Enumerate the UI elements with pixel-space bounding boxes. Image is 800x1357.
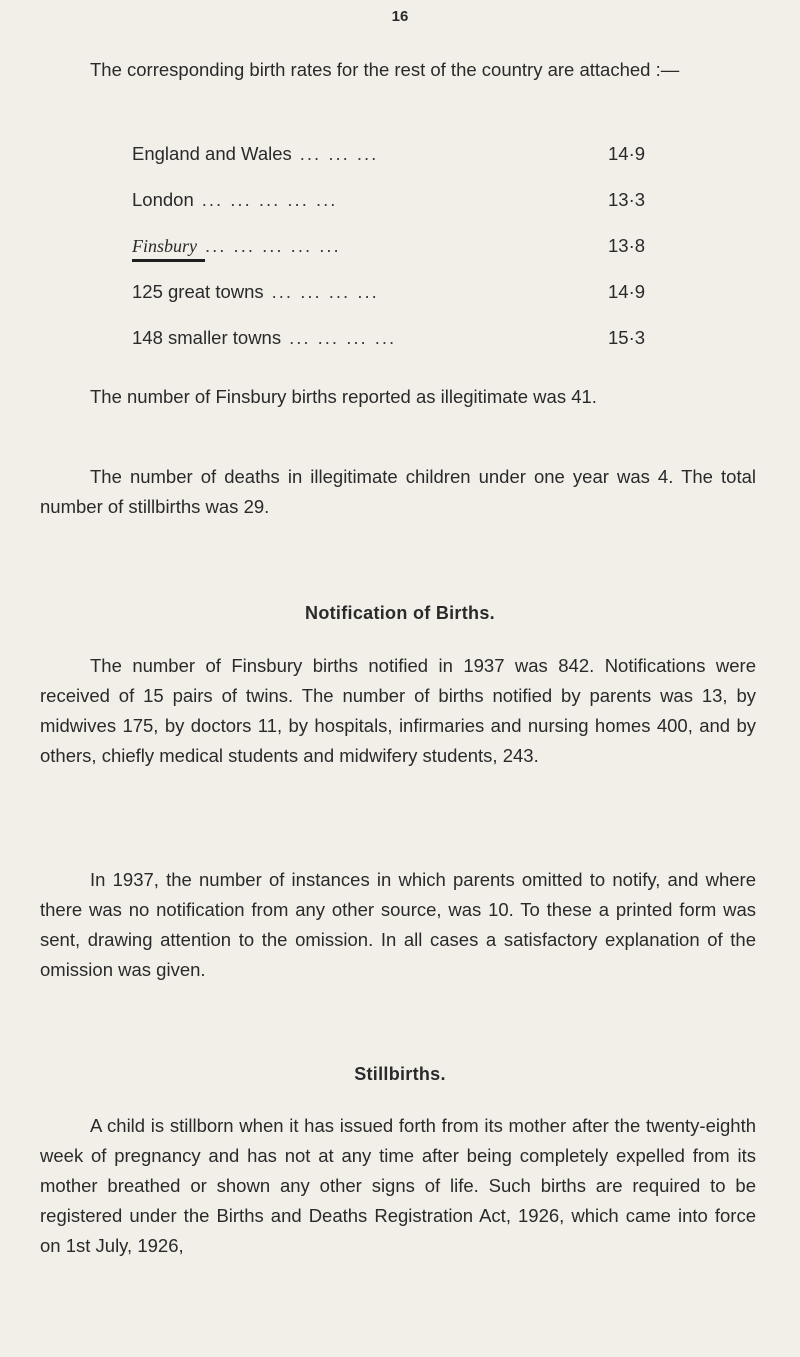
stillborn-paragraph: A child is stillborn when it has issued forth from its mother after the twenty-eighth week of pregnancy and has not at any time after being completely expelled from its mother breathed or shown any other signs of life. Such births are required to be registered under the Births and Deaths Registration Act, 1926, which came into force on 1st July, 1926, bbox=[40, 1115, 756, 1256]
rate-name: 125 great towns bbox=[132, 281, 264, 302]
rate-value: 13·3 bbox=[608, 189, 646, 210]
page-number: 16 bbox=[391, 8, 409, 25]
rate-value: 14·9 bbox=[608, 143, 646, 164]
leader-dots: ... ... ... ... bbox=[289, 327, 397, 348]
notified-paragraph: The number of Finsbury births notified in 1937 was 842. Notifications were received of 15 pairs of twins. The number of births notified by parents was 13, by midwives 175, by doctors 11, by hospitals, infirmaries and nursing homes 400, and by others, chiefly medical students and midwifery students, 243. bbox=[40, 655, 756, 766]
deaths-paragraph: The number of deaths in illegitimate children under one year was 4. The total number of stillbirths was 29. bbox=[40, 466, 756, 517]
intro-paragraph: The corresponding birth rates for the rest of the country are attached :— bbox=[90, 59, 680, 80]
rate-name-highlighted: Finsbury bbox=[132, 236, 205, 262]
birth-rates-list bbox=[132, 143, 672, 373]
rate-value: 14·9 bbox=[608, 281, 646, 302]
heading-notification-of-births: Notification of Births. bbox=[305, 603, 495, 623]
rate-value: 15·3 bbox=[608, 327, 646, 348]
leader-dots: ... ... ... bbox=[299, 143, 379, 164]
leader-dots: ... ... ... ... ... bbox=[201, 189, 338, 210]
illegitimate-paragraph: The number of Finsbury births reported as illegitimate was 41. bbox=[90, 386, 597, 407]
heading-stillbirths: Stillbirths. bbox=[354, 1064, 446, 1084]
leader-dots: ... ... ... ... ... bbox=[205, 235, 341, 256]
rate-name: England and Wales bbox=[132, 143, 292, 164]
rate-row-great-towns bbox=[132, 281, 672, 327]
omitted-paragraph: In 1937, the number of instances in which parents omitted to notify, and where there was no notification from any other source, was 10. To these a printed form was sent, drawing attention to the omission. In all cases a satisfactory explanation of the omission was given. bbox=[40, 869, 756, 980]
rate-row-smaller-towns bbox=[132, 327, 672, 373]
leader-dots: ... ... ... ... bbox=[271, 281, 379, 302]
rate-row-finsbury bbox=[132, 235, 672, 281]
rate-row-london bbox=[132, 189, 672, 235]
rate-value: 13·8 bbox=[608, 235, 646, 256]
rate-name: London bbox=[132, 189, 194, 210]
rate-name: 148 smaller towns bbox=[132, 327, 282, 348]
rate-row-england-wales bbox=[132, 143, 672, 189]
